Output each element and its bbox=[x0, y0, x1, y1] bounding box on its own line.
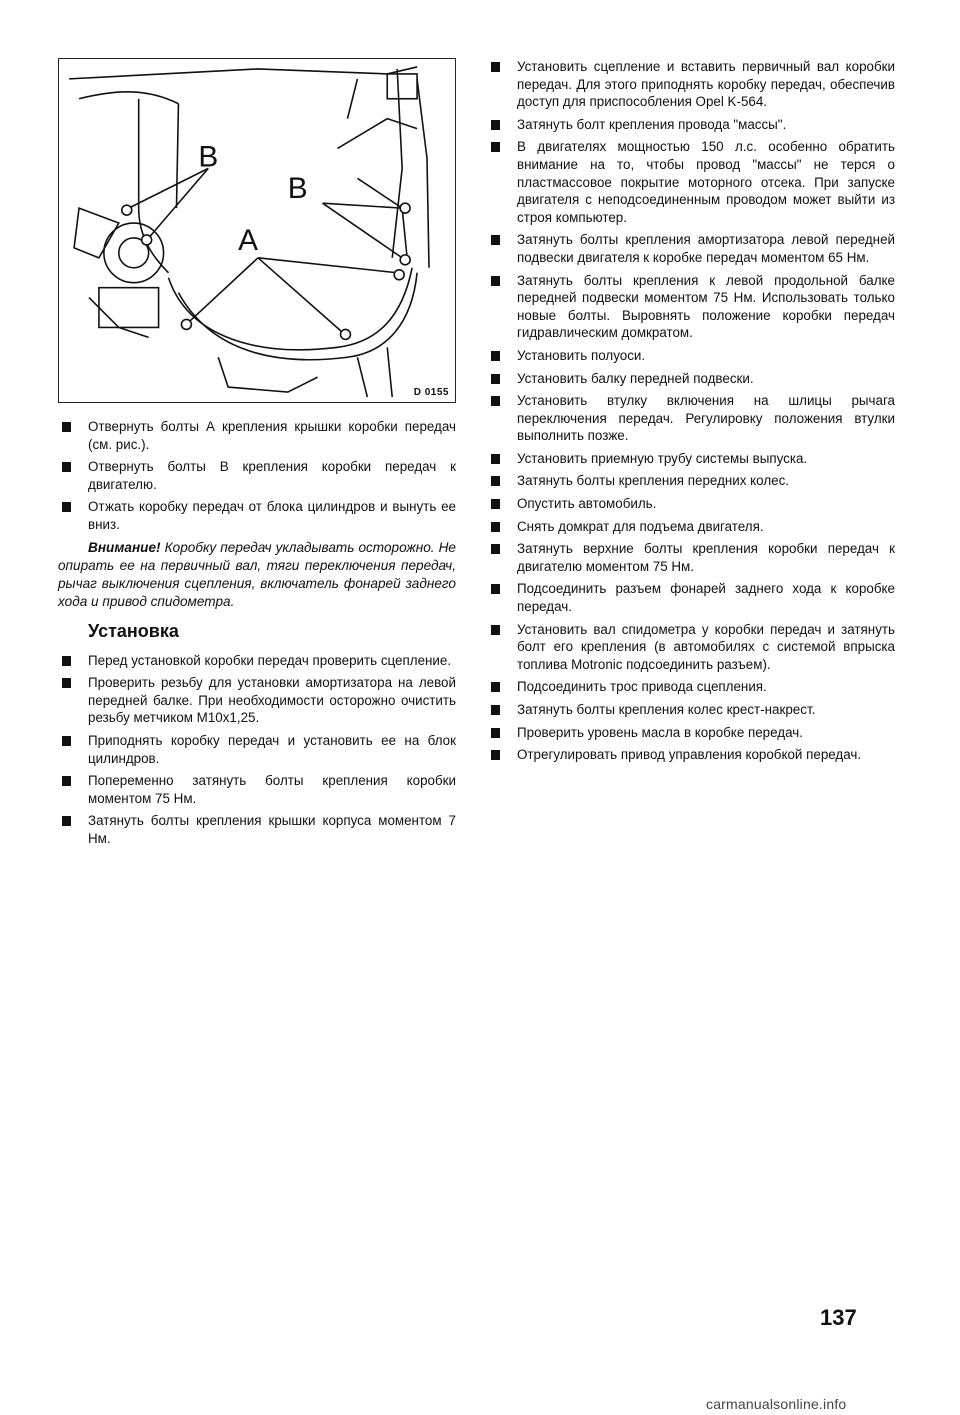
bolt-a-3 bbox=[394, 270, 404, 280]
warning-label: Внимание! bbox=[88, 539, 161, 555]
list-item: Опустить автомобиль. bbox=[487, 495, 895, 513]
list-item: Отвернуть болты В крепления коробки передач к двигателю. bbox=[58, 458, 456, 493]
page-number: 137 bbox=[820, 1305, 857, 1330]
label-b-right: B bbox=[287, 172, 308, 206]
list-item: Проверить уровень масла в коробке передач. bbox=[487, 724, 895, 742]
bolt-a-2 bbox=[341, 329, 351, 339]
list-item: Приподнять коробку передач и установить ее на блок цилиндров. bbox=[58, 732, 456, 767]
list-item: Затянуть болты крепления передних колес. bbox=[487, 472, 895, 490]
bolt-b-2 bbox=[142, 235, 152, 245]
list-item: Затянуть болты крепления крышки корпуса моментом 7 Нм. bbox=[58, 812, 456, 847]
list-item: Попеременно затянуть болты крепления коробки моментом 75 Нм. bbox=[58, 772, 456, 807]
watermark-link[interactable]: carmanualsonline.info bbox=[706, 1396, 847, 1412]
technical-figure bbox=[58, 58, 456, 403]
list-item: Отрегулировать привод управления коробкой передач. bbox=[487, 746, 895, 764]
bolt-b-3 bbox=[400, 203, 410, 213]
list-item: Затянуть болты крепления колес крест-накрест. bbox=[487, 701, 895, 719]
bolt-a-1 bbox=[181, 319, 191, 329]
gearbox-drawing bbox=[59, 59, 455, 402]
installation-steps-continued bbox=[487, 58, 895, 764]
list-item: Установить приемную трубу системы выпуска. bbox=[487, 450, 895, 468]
list-item: Перед установкой коробки передач проверить сцепление. bbox=[58, 652, 456, 670]
list-item: Затянуть болт крепления провода "массы". bbox=[487, 116, 895, 134]
installation-steps bbox=[58, 652, 456, 848]
list-item: Установить полуоси. bbox=[487, 347, 895, 365]
list-item: Проверить резьбу для установки амортизатора на левой передней балке. При необходимости осторожно очистить резьбу метчиком M10x1,25. bbox=[58, 674, 456, 727]
figure-code: D 0155 bbox=[413, 387, 449, 398]
list-item: Подсоединить разъем фонарей заднего хода к коробке передач. bbox=[487, 580, 895, 615]
warning-note bbox=[58, 539, 456, 611]
bolt-b-4 bbox=[400, 255, 410, 265]
list-item: Установить балку передней подвески. bbox=[487, 370, 895, 388]
section-title: Установка bbox=[88, 620, 179, 641]
list-item: Установить втулку включения на шлицы рычага переключения передач. Регулировку положения втулки выполнить позже. bbox=[487, 392, 895, 445]
list-item: Установить сцепление и вставить первичный вал коробки передач. Для этого приподнять коробку передач, обеспечив доступ для приспособления Opel K-564. bbox=[487, 58, 895, 111]
left-column bbox=[58, 418, 456, 853]
warning-text: Коробку передач укладывать осторожно. Не опирать ее на первичный вал, тяги переключения передач, рычаг выключения сцепления, включатель фонарей заднего хода и привод спидометра. bbox=[58, 539, 456, 609]
list-item: Отвернуть болты А крепления крышки коробки передач (см. рис.). bbox=[58, 418, 456, 453]
list-item: Подсоединить трос привода сцепления. bbox=[487, 678, 895, 696]
list-item: Затянуть верхние болты крепления коробки передач к двигателю моментом 75 Нм. bbox=[487, 540, 895, 575]
right-column bbox=[487, 58, 895, 769]
list-item: Отжать коробку передач от блока цилиндров и вынуть ее вниз. bbox=[58, 498, 456, 533]
bolt-b-1 bbox=[122, 205, 132, 215]
list-item: Затянуть болты крепления амортизатора левой передней подвески двигателя к коробке передач моментом 65 Нм. bbox=[487, 231, 895, 266]
label-b-left: B bbox=[198, 140, 219, 174]
removal-steps bbox=[58, 418, 456, 534]
list-item: Затянуть болты крепления к левой продольной балке передней подвески моментом 75 Нм. Использовать только новые болты. Выровнять положение коробки передач гидравлическим домкратом. bbox=[487, 272, 895, 342]
list-item: Снять домкрат для подъема двигателя. bbox=[487, 518, 895, 536]
list-item: Установить вал спидометра у коробки передач и затянуть болт его крепления (в автомобилях с системой впрыска топлива Motronic подсоединить разъем). bbox=[487, 621, 895, 674]
list-item: В двигателях мощностью 150 л.с. особенно обратить внимание на то, чтобы провод "массы" не терся о пластмассовое покрытие моторного отсека. При запуске двигателя с неподсоединенным проводом может выйти из строя компьютер. bbox=[487, 138, 895, 226]
label-a: A bbox=[238, 223, 259, 257]
